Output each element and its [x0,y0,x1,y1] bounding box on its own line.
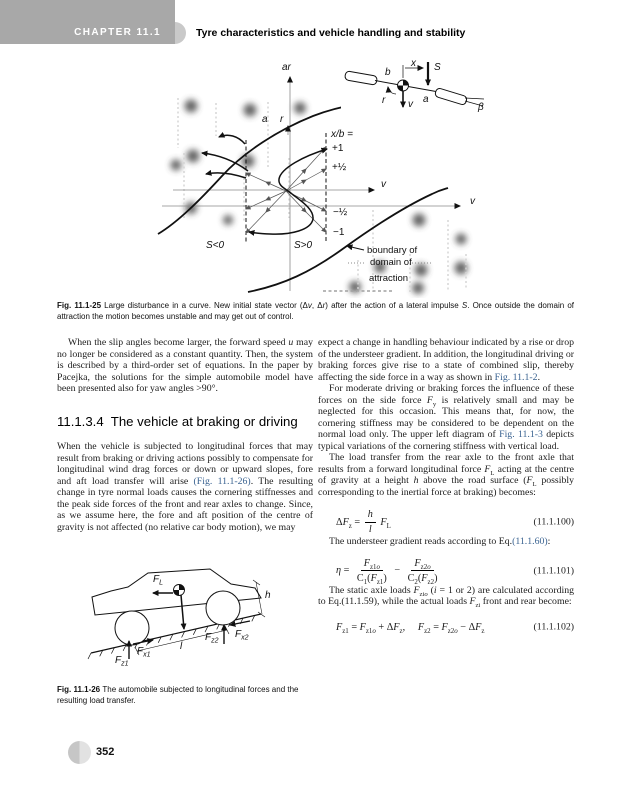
equation-number: (11.1.101) [533,564,574,576]
xb-dashed-lines [246,133,326,243]
inset-label-a: a [423,94,429,105]
paragraph: When the vehicle is subjected to longitudinal forces that may result from braking or driving actions possibly to compensate for longitudinal wind drag forces or down or upward slopes, fore and aft load transfer will arise (Fig. 11.1-26). The resulting change in tyre normal loads causes the cornering stiffnesses and the peak side forces of the front and rear axles to change. Since, as we assume here, the fore and aft position of the centre of gravity is not affected (no relative car body motion), we may [57,441,313,533]
label-minus1: −1 [333,227,345,238]
cg-symbol [398,80,409,91]
cg-symbol [174,585,185,596]
section-heading: 11.1.3.4 The vehicle at braking or driving [57,413,298,429]
equation-11-1-100: $\Delta F_z$ = $\frac{h}{l}$ $F_L$ (11.1.100) [336,509,574,535]
paragraph: expect a change in handling behaviour indicated by a rise or drop of the understeer gradient. In addition, the longitudinal driving or braking forces give rise to a state of combined slip, thereby affecting the side force in a way as shown in Fig. 11.1-2. [318,337,575,383]
inset-label-v: v [408,99,413,110]
cross-ref-link[interactable]: Fig. 11.1-3 [499,429,543,440]
label-plus-half: +½ [332,162,347,173]
chapter-label: CHAPTER 11.1 [74,27,161,38]
fraction: $\frac{F_{z1o}}{C_1(F_{z1})}$ [356,557,387,586]
page-number: 352 [96,746,115,758]
paragraph: The understeer gradient reads according to Eq.(11.1.60): [329,536,551,547]
label-xb: x/b = [331,129,353,140]
figure-automobile [65,567,305,683]
axis-label-ar: ar [282,62,291,73]
chapter-circle-icon [164,22,186,44]
axis-label-v-lower: v [470,196,475,207]
cross-ref-link[interactable]: (Fig. 11.1-26) [193,475,251,487]
label-FL: $F_L$ [153,574,164,587]
label-h: h [265,590,271,601]
figure-phase-plane [148,58,488,298]
vehicle-model-inset [341,58,488,113]
label-s-positive: S>0 [294,240,313,251]
equation-11-1-102: $F_{z1} = F_{z1o} + \Delta F_z$, $F_{z2} = F_{z2o} - \Delta F_z$ (11.1.102) [336,621,574,635]
trajectories [202,135,327,234]
label-Fx1: $F_{x1}$ [137,646,151,659]
fraction: $\frac{F_{z2o}}{C_2(F_{z2})}$ [407,557,438,586]
label-plus1: +1 [332,143,344,154]
inset-label-beta: β [478,102,484,113]
fraction: $\frac{h}{l}$ [365,508,376,536]
chapter-banner [0,0,175,44]
page-circle-icon [68,741,91,764]
figure-caption-11-1-26: Fig. 11.1-26 The automobile subjected to longitudinal forces and the resulting load transfer. [57,685,299,705]
axis-label-a-inner: a [262,114,268,125]
right-column [318,337,574,634]
label-s-negative: S<0 [206,240,225,251]
paragraph: When the slip angles become larger, the forward speed u may no longer be considered as a constant quantity. Then, the system is described by a third-order set of equations. In the paper by Pacejka, the solutions for the simple automobile model have been presented also for yaw angles >90°. [57,337,313,394]
axis-label-r-inner: r [280,114,284,125]
equation-number: (11.1.100) [533,516,574,528]
paragraph: The static axle loads $F_{zio}$ (i = 1 or 2) are calculated according to Eq.(11.1.59), while the actual loads $F_{zi}$ front and rear become: [318,584,574,609]
inset-label-x: x [411,58,416,69]
left-column [57,337,313,706]
paragraph: For moderate driving or braking forces the influence of these forces on the side force $F_y$ is relatively small and may be neglected for this occasion. This means that, for now, the cornering stiffness may be considered to be dependent on the normal load only. The upper left diagram of Fig. 11.1-3 depicts typical variations of the cornering stiffness with vertical load. [318,383,574,452]
page-title: Tyre characteristics and vehicle handling and stability [196,27,466,39]
inset-label-r: r [382,95,386,106]
rear-wheel [115,611,149,645]
label-Fx2: $F_{x2}$ [235,629,249,642]
svg-text:boundary of: boundary of [367,245,418,256]
label-Fz2: $F_{z2}$ [205,632,219,645]
axis-label-v-upper: v [381,179,386,190]
paragraph: The load transfer from the rear axle to the front axle that results from a forward longitudinal force $F_L$ acting at the centre of gravity at a height h above the road surface ($F_L$ possibly corresponding to the inertial force at braking) becomes: [318,452,574,498]
equation-11-1-101: η = $\frac{F_{z1o}}{C_1(F_{z1})}$ − $\frac{F_{z2o}}{C_2(F_{z2})}$ (11.1.101) [336,557,574,586]
front-wheel [206,591,240,625]
svg-text:attraction: attraction [369,273,409,284]
svg-text:domain of: domain of [370,257,412,268]
label-minus-half: −½ [333,207,348,218]
label-l: l [180,641,183,652]
inset-label-b: b [385,67,391,78]
equation-number: (11.1.102) [533,621,574,633]
cross-ref-link[interactable]: (11.1.60) [512,536,548,547]
inset-label-S: S [434,62,441,73]
cross-ref-link[interactable]: Fig. 11.1-2 [494,371,538,383]
label-Fz1: $F_{z1}$ [115,655,129,668]
figure-caption-11-1-25: Fig. 11.1-25 Large disturbance in a curve. New initial state vector (Δv, Δr) after the action of a lateral impulse S. Once outside the domain of attraction the motion becomes unstable and may get out of control. [57,301,574,321]
